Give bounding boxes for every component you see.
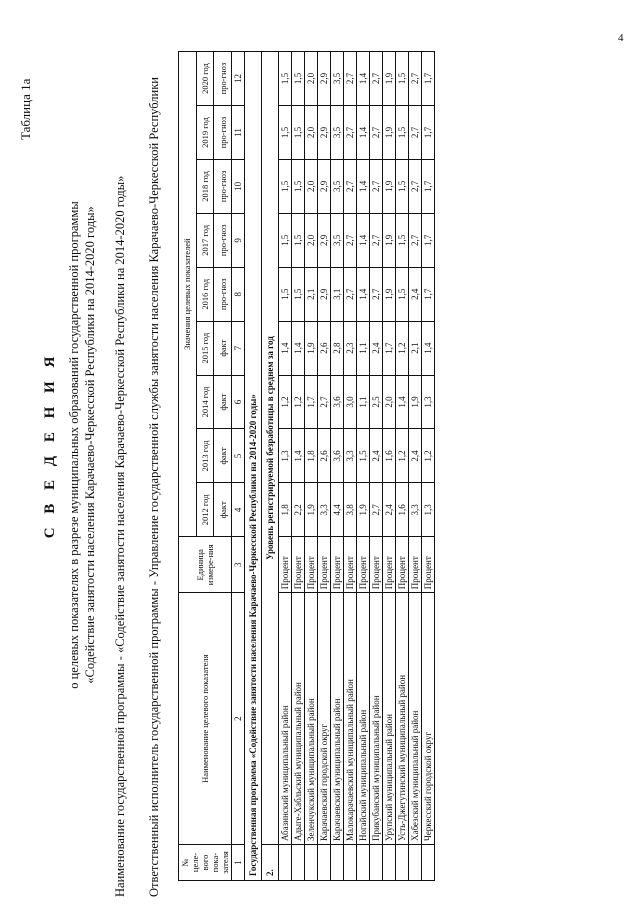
value-cell: 3,5 bbox=[331, 159, 344, 213]
program-name-line: Наименование государственной программы - «Содействие занятости населения Карачаево-Черкесской Республики на 2014-2020 годы» bbox=[113, 175, 127, 897]
value-cell: 2,1 bbox=[409, 321, 422, 375]
row-num-cell bbox=[396, 845, 409, 881]
value-cell: 1,4 bbox=[357, 213, 370, 267]
value-cell: 3,5 bbox=[331, 52, 344, 106]
municipality-name: Малокарачаевский муниципальный район bbox=[344, 593, 357, 845]
header-year: 2019 год bbox=[196, 106, 214, 160]
header-kind: факт bbox=[214, 483, 232, 537]
header-kind: факт bbox=[214, 321, 232, 375]
value-cell: 2,5 bbox=[370, 375, 383, 429]
value-cell: 1,5 bbox=[292, 267, 305, 321]
header-num: № целе-вого пока-зателя bbox=[179, 845, 232, 881]
value-cell: 1,7 bbox=[422, 267, 435, 321]
value-cell: 2,6 bbox=[318, 321, 331, 375]
unit-cell: Процент bbox=[292, 537, 305, 593]
value-cell: 2,9 bbox=[318, 213, 331, 267]
value-cell: 1,2 bbox=[279, 375, 292, 429]
header-kind: про-гноз bbox=[214, 52, 232, 106]
table-row bbox=[318, 52, 331, 881]
value-cell: 1,4 bbox=[292, 429, 305, 483]
table-label: Таблица 1а bbox=[18, 78, 33, 140]
value-cell: 1,5 bbox=[396, 159, 409, 213]
value-cell: 2,0 bbox=[383, 375, 396, 429]
column-index: 3 bbox=[232, 537, 245, 593]
column-index: 5 bbox=[232, 429, 245, 483]
value-cell: 1,2 bbox=[292, 375, 305, 429]
value-cell: 2,4 bbox=[370, 429, 383, 483]
table-row bbox=[357, 52, 370, 881]
value-cell: 2,7 bbox=[344, 52, 357, 106]
table-row bbox=[305, 52, 318, 881]
value-cell: 1,5 bbox=[292, 52, 305, 106]
municipality-name: Хабезский муниципальный район bbox=[409, 593, 422, 845]
value-cell: 2,7 bbox=[370, 52, 383, 106]
value-cell: 1,9 bbox=[383, 52, 396, 106]
header-kind: про-гноз bbox=[214, 159, 232, 213]
value-cell: 2,7 bbox=[370, 267, 383, 321]
value-cell: 2,7 bbox=[370, 159, 383, 213]
value-cell: 2,7 bbox=[409, 213, 422, 267]
table-row bbox=[279, 52, 292, 881]
value-cell: 2,1 bbox=[305, 267, 318, 321]
row-num-cell bbox=[344, 845, 357, 881]
value-cell: 1,3 bbox=[279, 429, 292, 483]
municipality-name: Карачаевский муниципальный район bbox=[331, 593, 344, 845]
value-cell: 2,4 bbox=[383, 483, 396, 537]
value-cell: 3,5 bbox=[331, 213, 344, 267]
row-num-cell bbox=[370, 845, 383, 881]
header-year: 2014 год bbox=[196, 375, 214, 429]
municipality-name: Ногайский муниципальный район bbox=[357, 593, 370, 845]
value-cell: 1,9 bbox=[305, 321, 318, 375]
value-cell: 2,7 bbox=[344, 213, 357, 267]
value-cell: 3,5 bbox=[331, 106, 344, 160]
value-cell: 2,9 bbox=[318, 267, 331, 321]
value-cell: 2,4 bbox=[370, 321, 383, 375]
unit-cell: Процент bbox=[422, 537, 435, 593]
value-cell: 1,5 bbox=[396, 213, 409, 267]
value-cell: 2,7 bbox=[344, 267, 357, 321]
value-cell: 1,4 bbox=[357, 52, 370, 106]
header-unit: Единица измере-ния bbox=[179, 537, 232, 593]
column-index: 7 bbox=[232, 321, 245, 375]
value-cell: 1,4 bbox=[292, 321, 305, 375]
row-num-cell bbox=[383, 845, 396, 881]
value-cell: 1,8 bbox=[305, 429, 318, 483]
value-cell: 2,2 bbox=[292, 483, 305, 537]
header-kind: про-гноз bbox=[214, 106, 232, 160]
document-subtitle: о целевых показателях в разрезе муниципальных образований государственной программы bbox=[67, 201, 81, 689]
header-year: 2017 год bbox=[196, 213, 214, 267]
value-cell: 2,0 bbox=[305, 159, 318, 213]
responsible-executor-line: Ответственный исполнитель государственной программы - Управление государственной службы занятости населения Карачаево-Черкесской Республики bbox=[147, 77, 161, 897]
value-cell: 2,7 bbox=[409, 106, 422, 160]
value-cell: 1,5 bbox=[279, 52, 292, 106]
value-cell: 1,7 bbox=[422, 52, 435, 106]
column-index: 4 bbox=[232, 483, 245, 537]
value-cell: 1,5 bbox=[396, 52, 409, 106]
unit-cell: Процент bbox=[279, 537, 292, 593]
value-cell: 1,7 bbox=[422, 213, 435, 267]
value-cell: 1,2 bbox=[396, 429, 409, 483]
row-num-cell bbox=[409, 845, 422, 881]
value-cell: 1,1 bbox=[357, 375, 370, 429]
value-cell: 3,6 bbox=[331, 375, 344, 429]
municipality-name: Абазинский муниципальный район bbox=[279, 593, 292, 845]
value-cell: 2,4 bbox=[409, 429, 422, 483]
value-cell: 1,4 bbox=[357, 159, 370, 213]
value-cell: 1,4 bbox=[422, 321, 435, 375]
page-number: 4 bbox=[618, 32, 624, 44]
value-cell: 2,4 bbox=[409, 267, 422, 321]
value-cell: 1,5 bbox=[396, 106, 409, 160]
column-index: 8 bbox=[232, 267, 245, 321]
value-cell: 1,4 bbox=[357, 106, 370, 160]
value-cell: 3,3 bbox=[318, 483, 331, 537]
value-cell: 1,5 bbox=[279, 159, 292, 213]
value-cell: 1,7 bbox=[422, 106, 435, 160]
value-cell: 1,9 bbox=[383, 213, 396, 267]
value-cell: 2,0 bbox=[305, 213, 318, 267]
value-cell: 1,9 bbox=[305, 483, 318, 537]
program-section-row: Государственная программа «Содействие занятости населения Карачаево-Черкесской Республики на 2014-2020 годы» bbox=[245, 52, 262, 881]
row-num-cell bbox=[357, 845, 370, 881]
program-title: «Содействие занятости населения Карачаево-Черкесской Республики на 2014-2020 годы» bbox=[83, 206, 97, 684]
table-row bbox=[370, 52, 383, 881]
header-year: 2012 год bbox=[196, 483, 214, 537]
unit-cell: Процент bbox=[383, 537, 396, 593]
unit-cell: Процент bbox=[396, 537, 409, 593]
value-cell: 1,5 bbox=[357, 429, 370, 483]
value-cell: 2,6 bbox=[318, 429, 331, 483]
value-cell: 2,7 bbox=[370, 106, 383, 160]
value-cell: 1,4 bbox=[279, 321, 292, 375]
table-row bbox=[396, 52, 409, 881]
column-index: 2 bbox=[232, 593, 245, 845]
table-row bbox=[344, 52, 357, 881]
header-year: 2013 год bbox=[196, 429, 214, 483]
value-cell: 1,9 bbox=[383, 106, 396, 160]
value-cell: 1,2 bbox=[422, 429, 435, 483]
header-kind: про-гноз bbox=[214, 267, 232, 321]
unit-cell: Процент bbox=[370, 537, 383, 593]
header-year: 2016 год bbox=[196, 267, 214, 321]
value-cell: 2,7 bbox=[344, 106, 357, 160]
value-cell: 1,5 bbox=[279, 267, 292, 321]
table-row bbox=[409, 52, 422, 881]
value-cell: 1,4 bbox=[396, 375, 409, 429]
value-cell: 1,5 bbox=[279, 106, 292, 160]
column-index: 10 bbox=[232, 159, 245, 213]
value-cell: 2,7 bbox=[370, 483, 383, 537]
value-cell: 1,5 bbox=[292, 213, 305, 267]
header-kind: про-гноз bbox=[214, 213, 232, 267]
header-year: 2015 год bbox=[196, 321, 214, 375]
value-cell: 3,1 bbox=[331, 267, 344, 321]
value-cell: 2,0 bbox=[305, 106, 318, 160]
indicator-number: 2. bbox=[262, 845, 279, 881]
unit-cell: Процент bbox=[409, 537, 422, 593]
value-cell: 1,7 bbox=[305, 375, 318, 429]
unit-cell: Процент bbox=[344, 537, 357, 593]
value-cell: 1,5 bbox=[292, 106, 305, 160]
value-cell: 1,4 bbox=[357, 267, 370, 321]
value-cell: 1,5 bbox=[279, 213, 292, 267]
value-cell: 2,7 bbox=[344, 159, 357, 213]
value-cell: 1,9 bbox=[383, 267, 396, 321]
value-cell: 1,3 bbox=[422, 483, 435, 537]
header-year: 2018 год bbox=[196, 159, 214, 213]
municipality-name: Зеленчукский муниципальный район bbox=[305, 593, 318, 845]
value-cell: 3,0 bbox=[344, 375, 357, 429]
column-index: 6 bbox=[232, 375, 245, 429]
municipality-name: Черкесский городской округ bbox=[422, 593, 435, 845]
value-cell: 1,5 bbox=[396, 267, 409, 321]
value-cell: 3,3 bbox=[409, 483, 422, 537]
value-cell: 3,6 bbox=[331, 429, 344, 483]
value-cell: 1,6 bbox=[396, 483, 409, 537]
municipality-name: Карачаевский городской округ bbox=[318, 593, 331, 845]
value-cell: 3,3 bbox=[344, 429, 357, 483]
table-row bbox=[383, 52, 396, 881]
header-kind: факт bbox=[214, 429, 232, 483]
value-cell: 2,0 bbox=[305, 52, 318, 106]
row-num-cell bbox=[318, 845, 331, 881]
value-cell: 1,6 bbox=[383, 429, 396, 483]
value-cell: 4,4 bbox=[331, 483, 344, 537]
value-cell: 2,3 bbox=[344, 321, 357, 375]
value-cell: 1,3 bbox=[422, 375, 435, 429]
row-num-cell bbox=[292, 845, 305, 881]
value-cell: 2,7 bbox=[409, 159, 422, 213]
row-num-cell bbox=[422, 845, 435, 881]
indicator-name: Уровень регистрируемой безработицы в среднем за год bbox=[262, 52, 279, 845]
value-cell: 1,9 bbox=[357, 483, 370, 537]
table-row bbox=[292, 52, 305, 881]
value-cell: 1,1 bbox=[357, 321, 370, 375]
value-cell: 2,9 bbox=[318, 159, 331, 213]
column-index: 12 bbox=[232, 52, 245, 106]
unit-cell: Процент bbox=[357, 537, 370, 593]
value-cell: 2,7 bbox=[318, 375, 331, 429]
header-values-group: Значения целевых показателей bbox=[179, 52, 197, 537]
table-row bbox=[422, 52, 435, 881]
municipality-name: Адыге-Хабльский муниципальный район bbox=[292, 593, 305, 845]
header-name: Наименование целевого показателя bbox=[179, 593, 232, 845]
column-index: 11 bbox=[232, 106, 245, 160]
value-cell: 1,9 bbox=[383, 159, 396, 213]
unit-cell: Процент bbox=[318, 537, 331, 593]
value-cell: 1,9 bbox=[409, 375, 422, 429]
column-index: 1 bbox=[232, 845, 245, 881]
table-row bbox=[331, 52, 344, 881]
value-cell: 2,7 bbox=[409, 52, 422, 106]
column-index: 9 bbox=[232, 213, 245, 267]
value-cell: 1,8 bbox=[279, 483, 292, 537]
indicators-table bbox=[178, 51, 435, 881]
value-cell: 1,2 bbox=[396, 321, 409, 375]
row-num-cell bbox=[279, 845, 292, 881]
municipality-name: Урупский муниципальный район bbox=[383, 593, 396, 845]
value-cell: 3,8 bbox=[344, 483, 357, 537]
header-kind: факт bbox=[214, 375, 232, 429]
value-cell: 1,7 bbox=[422, 159, 435, 213]
row-num-cell bbox=[331, 845, 344, 881]
value-cell: 2,9 bbox=[318, 52, 331, 106]
unit-cell: Процент bbox=[331, 537, 344, 593]
value-cell: 2,7 bbox=[370, 213, 383, 267]
value-cell: 1,5 bbox=[292, 159, 305, 213]
header-year: 2020 год bbox=[196, 52, 214, 106]
value-cell: 2,8 bbox=[331, 321, 344, 375]
municipality-name: Усть-Джегутинский муниципальный район bbox=[396, 593, 409, 845]
value-cell: 1,7 bbox=[383, 321, 396, 375]
municipality-name: Прикубанский муниципальный район bbox=[370, 593, 383, 845]
document-title: С В Е Д Е Н И Я bbox=[42, 351, 58, 539]
value-cell: 2,9 bbox=[318, 106, 331, 160]
unit-cell: Процент bbox=[305, 537, 318, 593]
row-num-cell bbox=[305, 845, 318, 881]
